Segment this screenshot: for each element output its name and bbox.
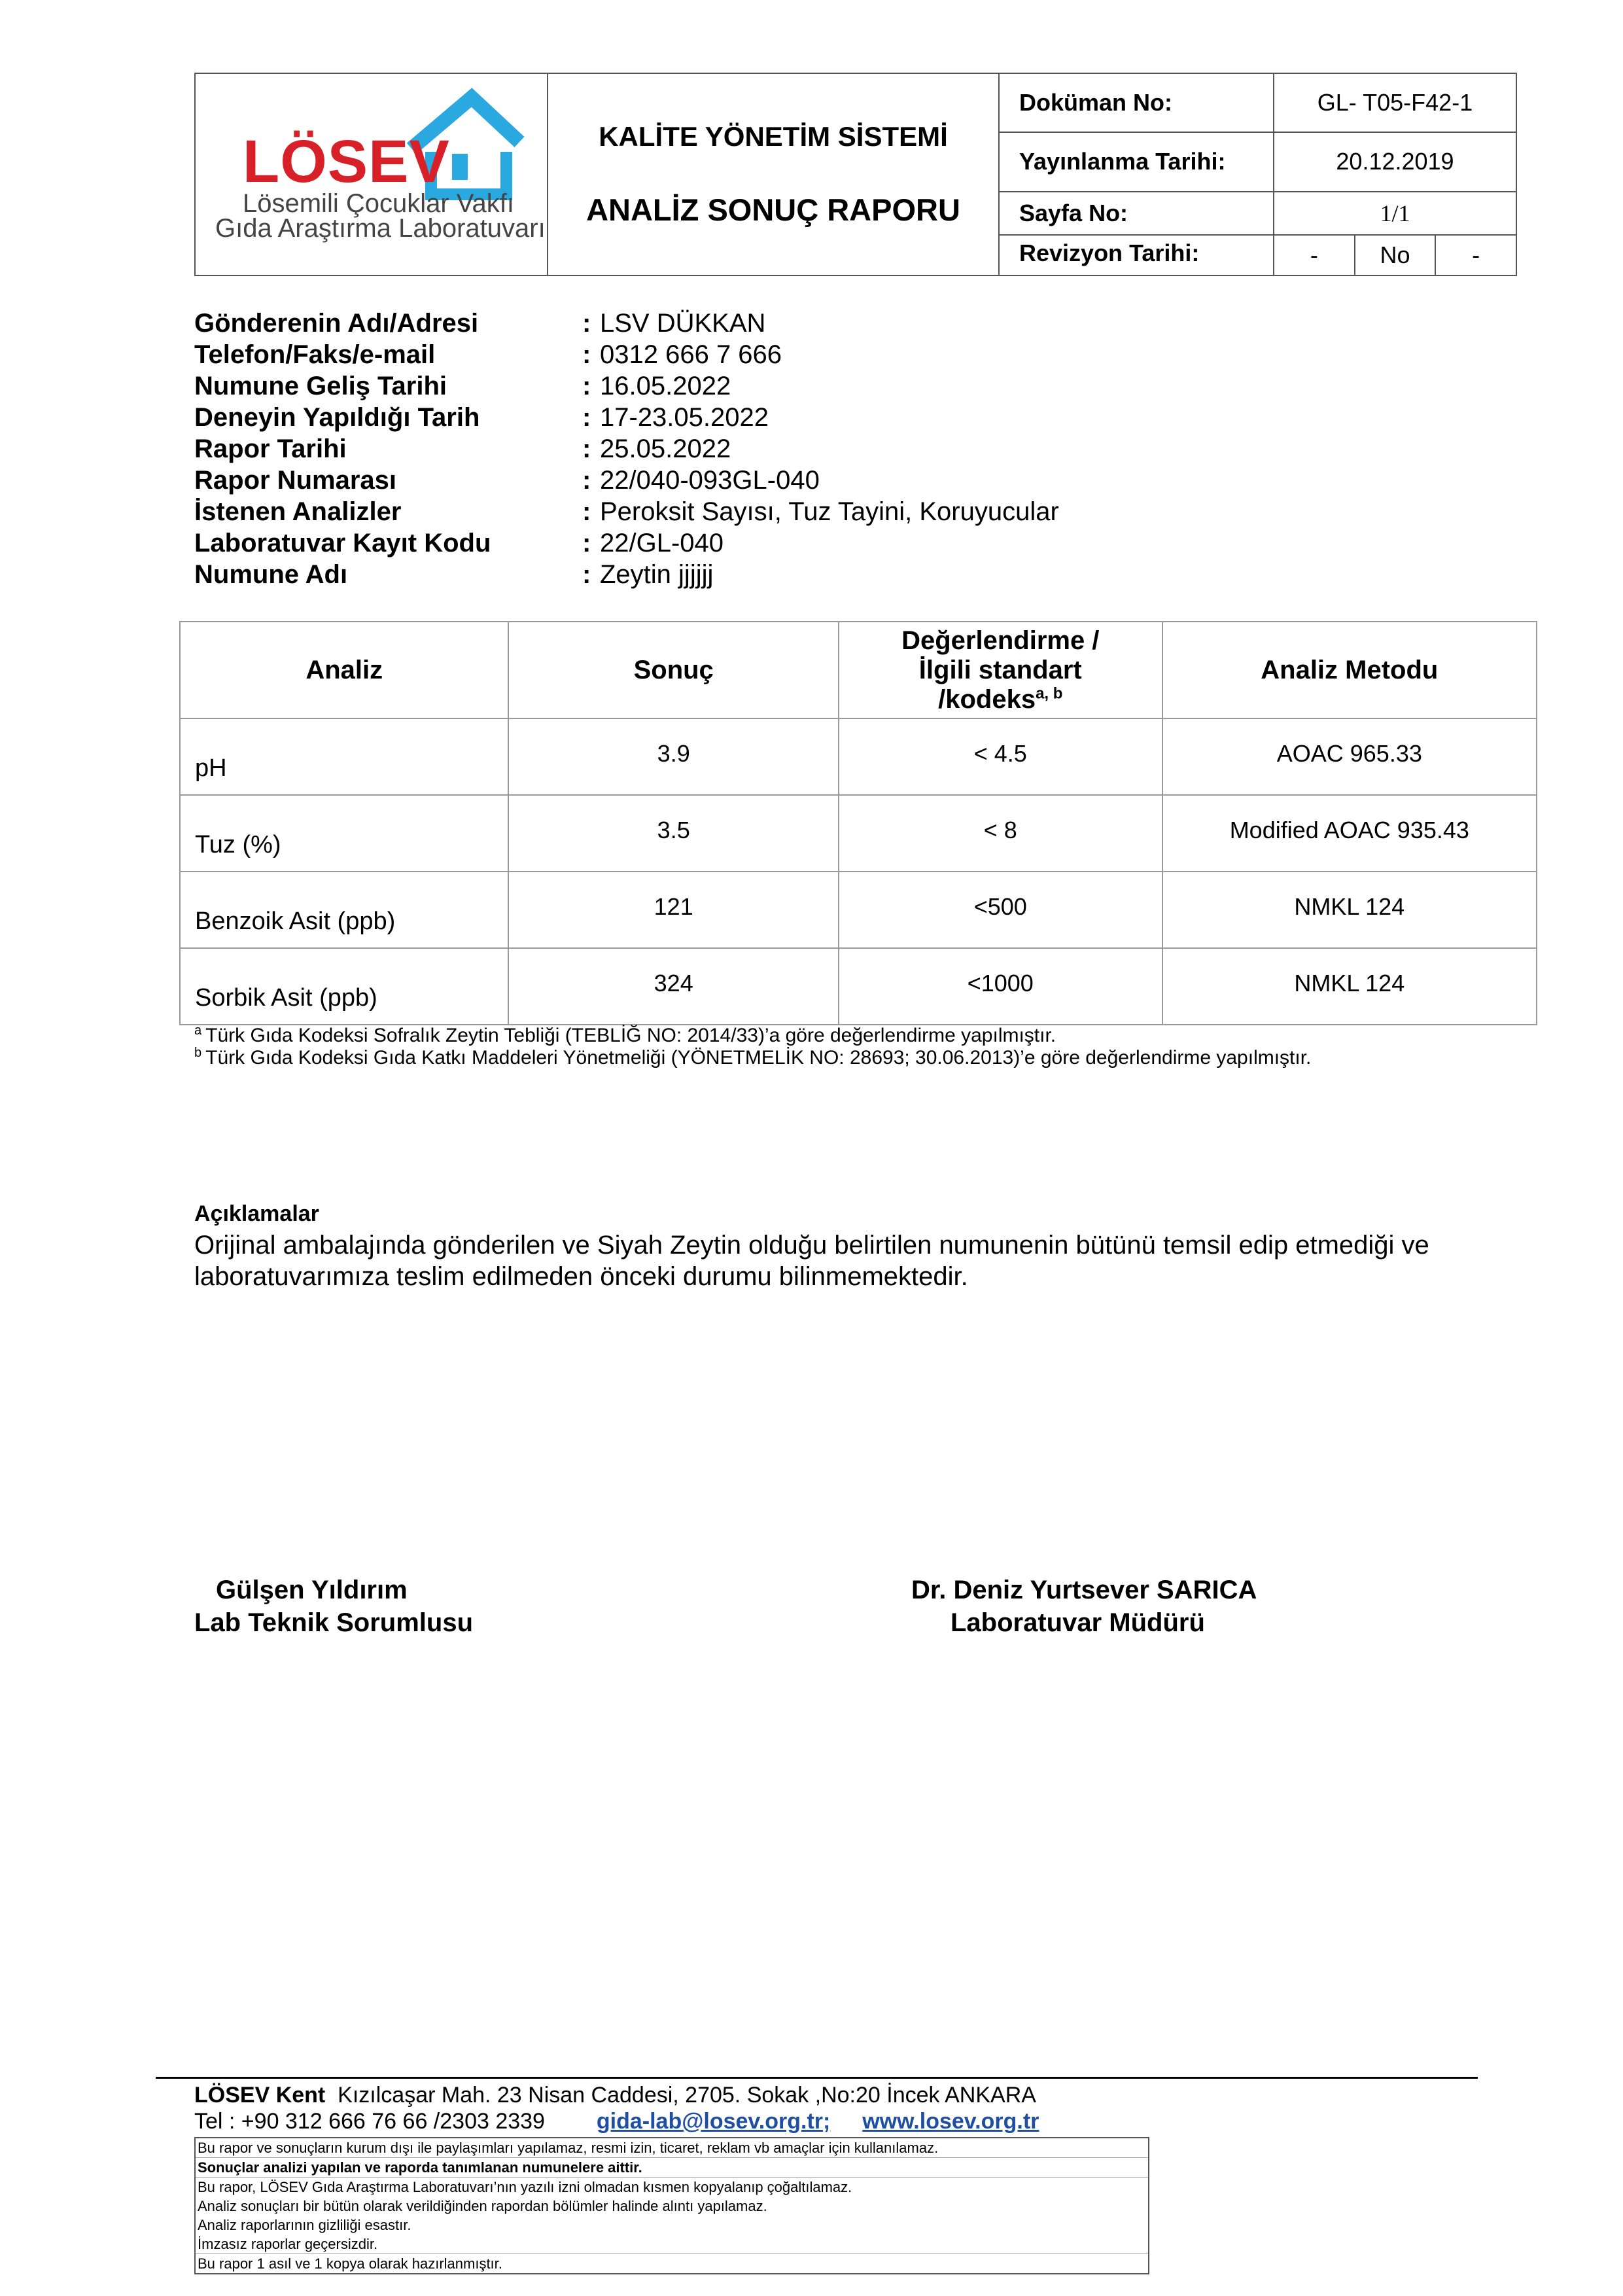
method-value: Modified AOAC 935.43: [1162, 795, 1537, 872]
footnote-marker: b: [194, 1046, 202, 1060]
result-value: 3.9: [508, 718, 838, 795]
footer-email-link[interactable]: gida-lab@losev.org.tr;: [596, 2109, 831, 2134]
info-label: Rapor Tarihi: [194, 434, 347, 463]
footnote-text: Türk Gıda Kodeksi Gıda Katkı Maddeleri Yönetmeliği (YÖNETMELİK NO: 28693; 30.06.2013)’e göre değerlendirme yapılmıştır.: [205, 1047, 1312, 1069]
footnote: [194, 1025, 1424, 1047]
table-row: [180, 718, 1537, 795]
signatory-right-name: Dr. Deniz Yurtsever SARICA: [911, 1576, 1257, 1604]
result-value: 324: [508, 948, 838, 1025]
analysis-name: pH: [180, 718, 508, 795]
info-value: LSV DÜKKAN: [600, 309, 766, 338]
logo-subtitle-lab: Gıda Araştırma Laboratuvarı: [215, 214, 546, 243]
limit-value: < 8: [839, 795, 1162, 872]
info-colon: :: [582, 372, 591, 400]
results-header-row: [180, 622, 1537, 718]
footnote-text: Türk Gıda Kodeksi Sofralık Zeytin Tebliği (TEBLİĞ NO: 2014/33)’a göre değerlendirme yapılmıştır.: [205, 1025, 1056, 1046]
info-label: Numune Adı: [194, 560, 348, 589]
logo-block: [195, 73, 548, 275]
disclaimer-line: Analiz raporlarının gizliliği esastır.: [198, 2217, 411, 2233]
info-value: 25.05.2022: [600, 434, 731, 463]
info-label: Gönderenin Adı/Adresi: [194, 309, 479, 338]
page-no-value: 1/1: [1274, 192, 1516, 235]
eval-header-line: [839, 685, 1162, 715]
info-value: 22/040-093GL-040: [600, 466, 820, 495]
eval-header-sup: a, b: [1036, 684, 1063, 703]
system-title: KALİTE YÖNETİM SİSTEMİ: [599, 121, 948, 152]
method-value: NMKL 124: [1162, 948, 1537, 1025]
footnote: [194, 1047, 1424, 1069]
footnotes: [194, 1025, 1424, 1069]
signatory-left-name: Gülşen Yıldırım: [216, 1576, 408, 1604]
footnote-marker: a: [194, 1023, 202, 1038]
report-title: ANALİZ SONUÇ RAPORU: [586, 192, 960, 227]
results-table: [179, 621, 1537, 1025]
result-value: 3.5: [508, 795, 838, 872]
result-value: 121: [508, 872, 838, 948]
pub-date-value: 20.12.2019: [1274, 132, 1516, 191]
eval-header-text: /kodeks: [938, 684, 1036, 714]
footer-contact: [194, 2108, 1039, 2134]
info-colon: :: [582, 309, 591, 338]
limit-value: <500: [839, 872, 1162, 948]
footer-tel: Tel : +90 312 666 76 66 /2303 2339: [194, 2109, 545, 2134]
explanations: [194, 1201, 1476, 1292]
disclaimer-line: Bu rapor 1 asıl ve 1 kopya olarak hazırlanmıştır.: [198, 2255, 502, 2272]
table-row: [180, 872, 1537, 948]
info-label: Telefon/Faks/e-mail: [194, 340, 436, 369]
table-row: [180, 948, 1537, 1025]
info-value: 22/GL-040: [600, 529, 724, 557]
revision-no: -: [1435, 236, 1516, 275]
info-label: İstenen Analizler: [194, 497, 402, 526]
info-colon: :: [582, 340, 591, 369]
info-colon: :: [582, 560, 591, 589]
revision-label: Revizyon Tarihi:: [999, 235, 1274, 275]
page-no-label: Sayfa No:: [999, 192, 1274, 235]
footer-address: [194, 2082, 1036, 2108]
document-header: [194, 73, 1517, 276]
disclaimer-line: İmzasız raporlar geçersizdir.: [198, 2236, 378, 2252]
disclaimer-line: Bu rapor, LÖSEV Gıda Araştırma Laboratuvarı’nın yazılı izni olmadan kısmen kopyalanıp çoğaltılamaz.: [198, 2179, 852, 2195]
analysis-name: Tuz (%): [180, 795, 508, 872]
footer-disclaimer: [194, 2137, 1149, 2274]
limit-value: < 4.5: [839, 718, 1162, 795]
revision-date: -: [1310, 241, 1318, 268]
col-header-evaluation: [839, 622, 1162, 718]
info-label: Laboratuvar Kayıt Kodu: [194, 529, 491, 557]
table-row: [180, 795, 1537, 872]
info-value: Zeytin jjjjjj: [600, 560, 714, 589]
signatory-right-title: Laboratuvar Müdürü: [951, 1608, 1205, 1637]
col-header-result: Sonuç: [508, 622, 838, 718]
explanations-text: Orijinal ambalajında gönderilen ve Siyah Zeytin olduğu belirtilen numunenin bütünü temsil edip etmediği ve laboratuvarımıza teslim edilmeden önceki durumu bilinmemektedir.: [194, 1231, 1429, 1291]
logo-subtitle: Lösemili Çocuklar Vakfı: [243, 189, 514, 218]
eval-header-line: Değerlendirme /: [901, 626, 1100, 655]
disclaimer-group: [196, 2178, 1148, 2254]
info-label: Deneyin Yapıldığı Tarih: [194, 403, 480, 432]
method-value: NMKL 124: [1162, 872, 1537, 948]
info-value: Peroksit Sayısı, Tuz Tayini, Koruyucular: [600, 497, 1059, 526]
info-colon: :: [582, 497, 591, 526]
info-colon: :: [582, 529, 591, 557]
doc-no-value: GL- T05-F42-1: [1274, 73, 1516, 132]
disclaimer-line: Bu rapor ve sonuçların kurum dışı ile paylaşımları yapılamaz, resmi izin, ticaret, reklam vb amaçlar için kullanılamaz.: [196, 2138, 1148, 2158]
analysis-name: Sorbik Asit (ppb): [180, 948, 508, 1025]
footer-org: LÖSEV Kent: [194, 2083, 326, 2108]
col-header-method: Analiz Metodu: [1162, 622, 1537, 718]
explanations-title: Açıklamalar: [194, 1201, 319, 1226]
footer-address-text: Kızılcaşar Mah. 23 Nisan Caddesi, 2705. Sokak ,No:20 İncek ANKARA: [338, 2083, 1036, 2108]
limit-value: <1000: [839, 948, 1162, 1025]
col-header-analysis: Analiz: [180, 622, 508, 718]
method-value: AOAC 965.33: [1162, 718, 1537, 795]
info-colon: :: [582, 403, 591, 432]
info-colon: :: [582, 466, 591, 495]
doc-no-label: Doküman No:: [999, 73, 1274, 132]
pub-date-label: Yayınlanma Tarihi:: [999, 132, 1274, 191]
eval-header-line: İlgili standart: [918, 655, 1082, 684]
logo-wordmark: LÖSEV: [243, 128, 450, 195]
analysis-name: Benzoik Asit (ppb): [180, 872, 508, 948]
info-label: Rapor Numarası: [194, 466, 396, 495]
revision-no-label: No: [1354, 236, 1435, 275]
footer-divider: [156, 2077, 1478, 2079]
info-value: 0312 666 7 666: [600, 340, 782, 369]
signatory-left-title: Lab Teknik Sorumlusu: [194, 1608, 473, 1637]
disclaimer-line: Analiz sonuçları bir bütün olarak verildiğinden rapordan bölümler halinde alıntı yapılamaz.: [198, 2198, 767, 2214]
footer-web-link[interactable]: www.losev.org.tr: [862, 2109, 1039, 2134]
info-label: Numune Geliş Tarihi: [194, 372, 447, 400]
revision-cells: [1274, 235, 1516, 275]
document-title: [548, 73, 999, 275]
disclaimer-line: Sonuçlar analizi yapılan ve raporda tanımlanan numunelere aittir.: [196, 2158, 1148, 2178]
info-colon: :: [582, 434, 591, 463]
info-value: 16.05.2022: [600, 372, 731, 400]
info-value: 17-23.05.2022: [600, 403, 769, 432]
